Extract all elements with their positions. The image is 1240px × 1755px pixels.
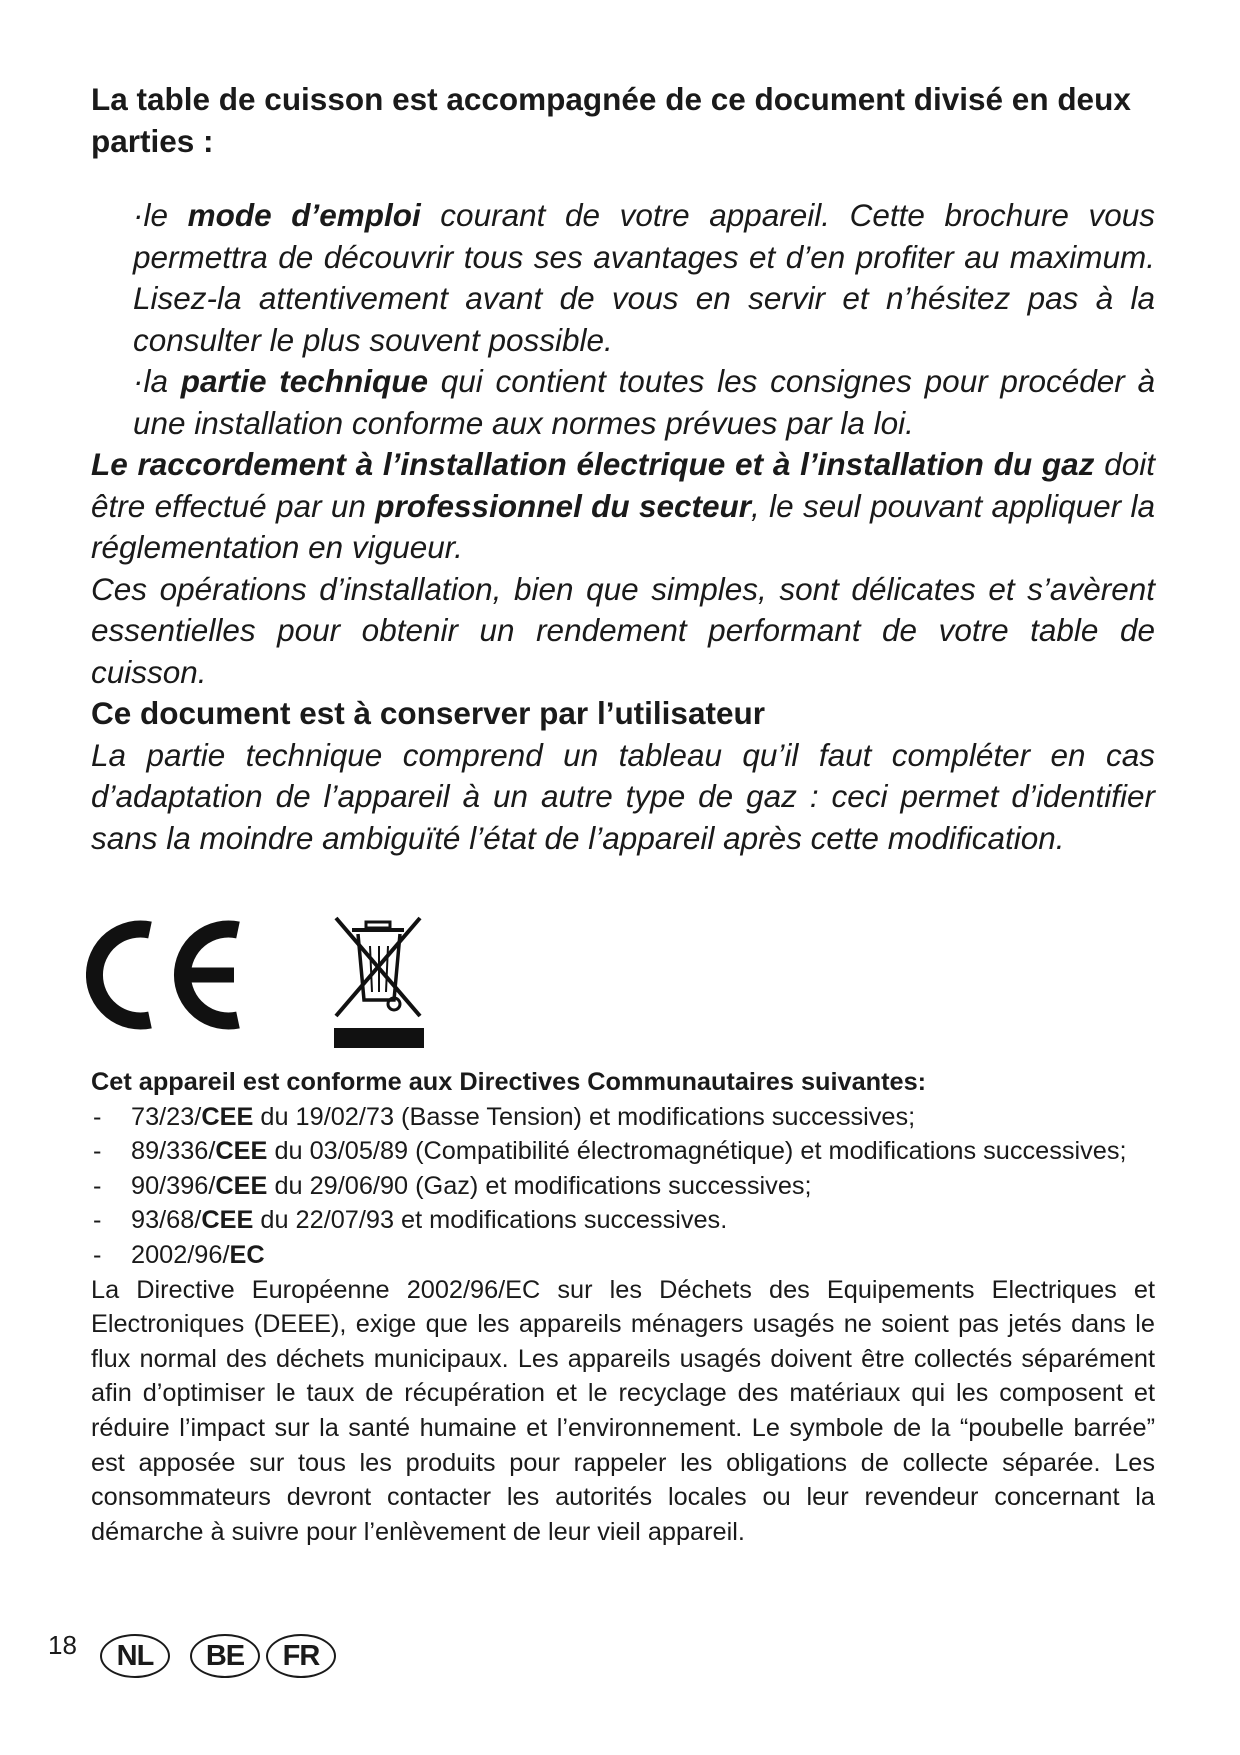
list-item-prefix: ·la bbox=[133, 363, 181, 399]
directive-code: CEE bbox=[201, 1102, 254, 1131]
directive-number: 73/23/ bbox=[131, 1102, 202, 1131]
directive-code: CEE bbox=[215, 1171, 268, 1200]
list-dash: - bbox=[93, 1240, 102, 1269]
operations-paragraph: Ces opérations d’installation, bien que simples, sont délicates et s’avèrent essentielles pour obtenir un rendement performant de votre table de cuisson. bbox=[91, 570, 1155, 690]
crossed-out-bin-icon bbox=[332, 916, 426, 1052]
main-content bbox=[91, 78, 1155, 859]
list-dash: - bbox=[93, 1171, 102, 1200]
ce-mark-icon bbox=[86, 916, 246, 1034]
connection-paragraph bbox=[91, 444, 1155, 569]
directives-section bbox=[91, 1065, 1155, 1549]
directives-heading: Cet appareil est conforme aux Directives Communautaires suivantes: bbox=[91, 1068, 927, 1096]
connection-text-2: , le seul pouvant appliquer la réglementation en vigueur. bbox=[91, 487, 1155, 565]
directive-item bbox=[91, 1169, 1155, 1204]
weee-paragraph: La Directive Européenne 2002/96/EC sur les Déchets des Equipements Electriques et Electroniques (DEEE), exige que les appareils ménagers usagés ne soient pas jetés dans le flux normal des déchets municipaux. Les appareils usagés doivent être collectés séparément afin d’optimiser le taux de récupération et le recyclage des matériaux qui les composent et réduire l’impact sur la santé humaine et l’environnement. Le symbole de la “poubelle barrée” est apposée sur tous les produits pour rappeler les obligations de collecte séparée. Les consommateurs devront contacter les autorités locales ou leur revendeur concernant la démarche à suivre pour l’enlèvement de leur vieil appareil. bbox=[91, 1275, 1155, 1546]
country-badge-nl: NL bbox=[100, 1634, 170, 1678]
directive-number: 90/396/ bbox=[131, 1171, 216, 1200]
directive-number: 2002/96/ bbox=[131, 1240, 230, 1269]
directive-item bbox=[91, 1134, 1155, 1169]
directive-code: CEE bbox=[215, 1137, 268, 1166]
list-dash: - bbox=[93, 1102, 102, 1131]
directive-item bbox=[91, 1238, 1155, 1273]
directives-list bbox=[91, 1100, 1155, 1273]
connection-bold-2: professionnel du secteur bbox=[375, 487, 752, 524]
directive-code: CEE bbox=[201, 1206, 254, 1235]
list-item-bold: partie technique bbox=[180, 363, 429, 399]
keep-notice: Ce document est à conserver par l’utilisateur bbox=[91, 695, 765, 731]
list-item-text: courant de votre appareil. Cette brochure vous permettra de découvrir tous ses avantages et d’en profiter au maximum. Lisez-la attentivement avant de vous en servir et n’hésitez pas à la consulter le plus souvent possible. bbox=[133, 197, 1155, 358]
list-item-prefix: ·le bbox=[133, 197, 188, 233]
list-dash: - bbox=[93, 1206, 102, 1235]
country-badge-be: BE bbox=[190, 1634, 260, 1678]
directive-text: du 22/07/93 et modifications successives. bbox=[253, 1206, 728, 1235]
intro-heading: La table de cuisson est accompagnée de ce document divisé en deux parties : bbox=[91, 81, 1131, 159]
directive-item bbox=[91, 1203, 1155, 1238]
directive-text: du 19/02/73 (Basse Tension) et modifications successives; bbox=[253, 1102, 916, 1131]
directive-text: du 03/05/89 (Compatibilité électromagnétique) et modifications successives; bbox=[267, 1137, 1127, 1166]
list-item-user-manual bbox=[133, 195, 1155, 361]
directive-number: 93/68/ bbox=[131, 1206, 202, 1235]
connection-text-1: doit être effectué par un bbox=[91, 446, 1155, 524]
list-item-technical-part bbox=[133, 361, 1155, 444]
directive-item bbox=[91, 1100, 1155, 1135]
technical-note-paragraph: La partie technique comprend un tableau qu’il faut compléter en cas d’adaptation de l’appareil à un autre type de gaz : ceci permet d’identifier sans la moindre ambiguïté l’état de l’appareil après cette modification. bbox=[91, 736, 1155, 856]
page-number: 18 bbox=[48, 1630, 77, 1660]
document-parts-list bbox=[133, 195, 1155, 444]
country-badge-fr: FR bbox=[266, 1634, 336, 1678]
list-item-bold: mode d’emploi bbox=[187, 197, 421, 233]
directive-text: du 29/06/90 (Gaz) et modifications successives; bbox=[267, 1171, 812, 1200]
list-dash: - bbox=[93, 1137, 102, 1166]
directive-code: EC bbox=[229, 1240, 265, 1269]
connection-bold-1: Le raccordement à l’installation électrique et à l’installation du gaz bbox=[91, 446, 1095, 482]
directive-number: 89/336/ bbox=[131, 1137, 216, 1166]
list-item-text: qui contient toutes les consignes pour procéder à une installation conforme aux normes prévues par la loi. bbox=[133, 363, 1155, 441]
